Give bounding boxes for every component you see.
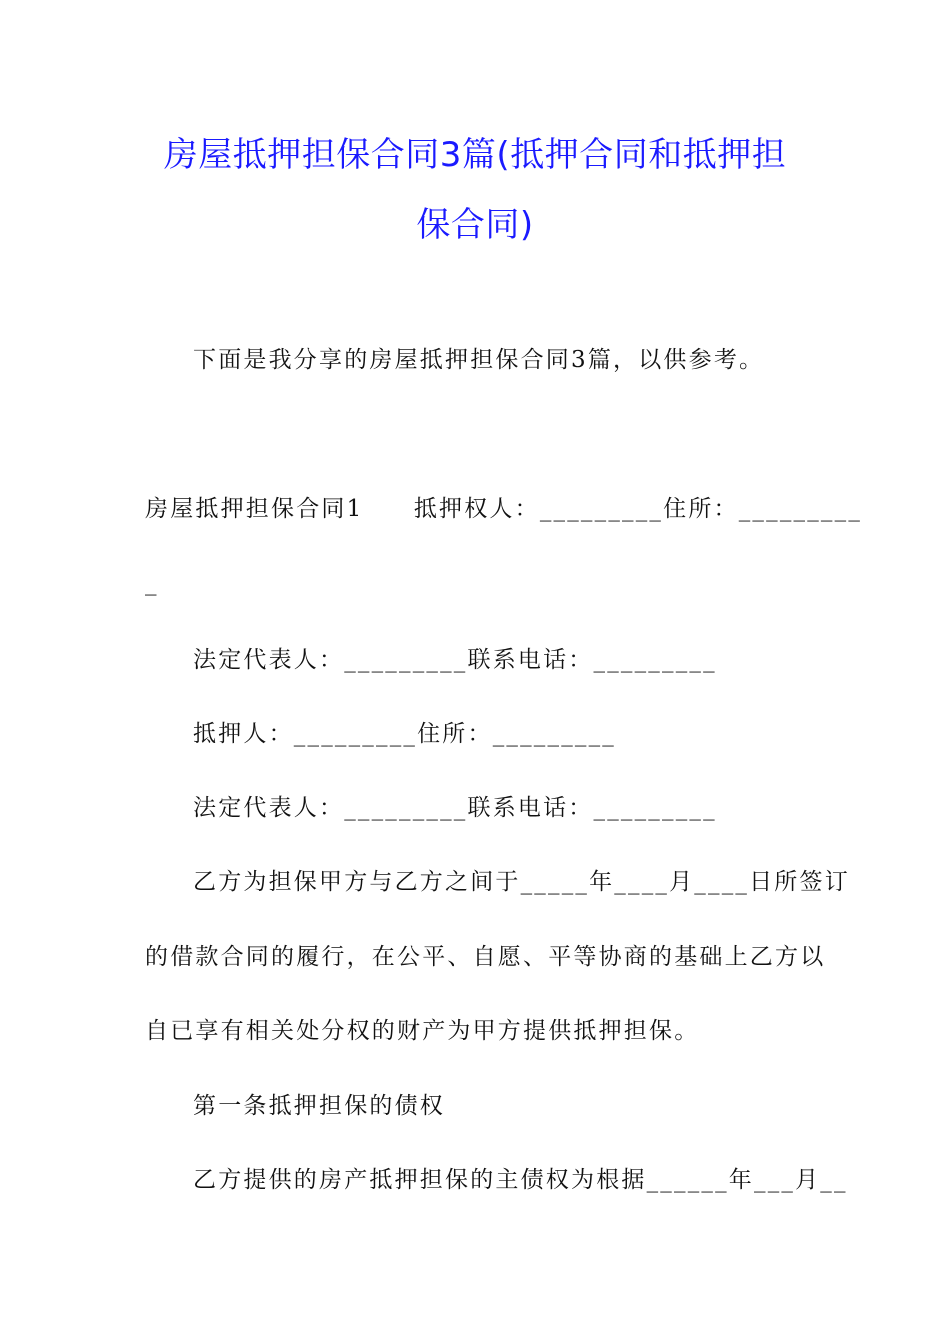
mortgagor-line: 抵押人：_________住所：_________ [193, 721, 616, 747]
continuation-underscore: _ [145, 570, 159, 596]
body-paragraph-line-1: 乙方为担保甲方与乙方之间于_____年____月____日所签订 [193, 869, 850, 895]
intro-paragraph: 下面是我分享的房屋抵押担保合同3篇，以供参考。 [193, 347, 765, 373]
article-1-paragraph-line-1: 乙方提供的房产抵押担保的主债权为根据______年___月__ [193, 1167, 848, 1193]
document-title-line-1: 房屋抵押担保合同3篇(抵押合同和抵押担 [163, 135, 787, 175]
mortgagor-representative-line: 法定代表人：_________联系电话：_________ [193, 795, 717, 821]
mortgagee-representative-line: 法定代表人：_________联系电话：_________ [193, 647, 717, 673]
contract-heading-line: 房屋抵押担保合同1 抵押权人：_________住所：_________ [145, 496, 863, 522]
article-1-heading: 第一条抵押担保的债权 [193, 1093, 445, 1119]
body-paragraph-line-2: 的借款合同的履行，在公平、自愿、平等协商的基础上乙方以 [145, 944, 826, 970]
body-paragraph-line-3: 自已享有相关处分权的财产为甲方提供抵押担保。 [145, 1018, 700, 1044]
document-title-line-2: 保合同) [416, 205, 534, 245]
